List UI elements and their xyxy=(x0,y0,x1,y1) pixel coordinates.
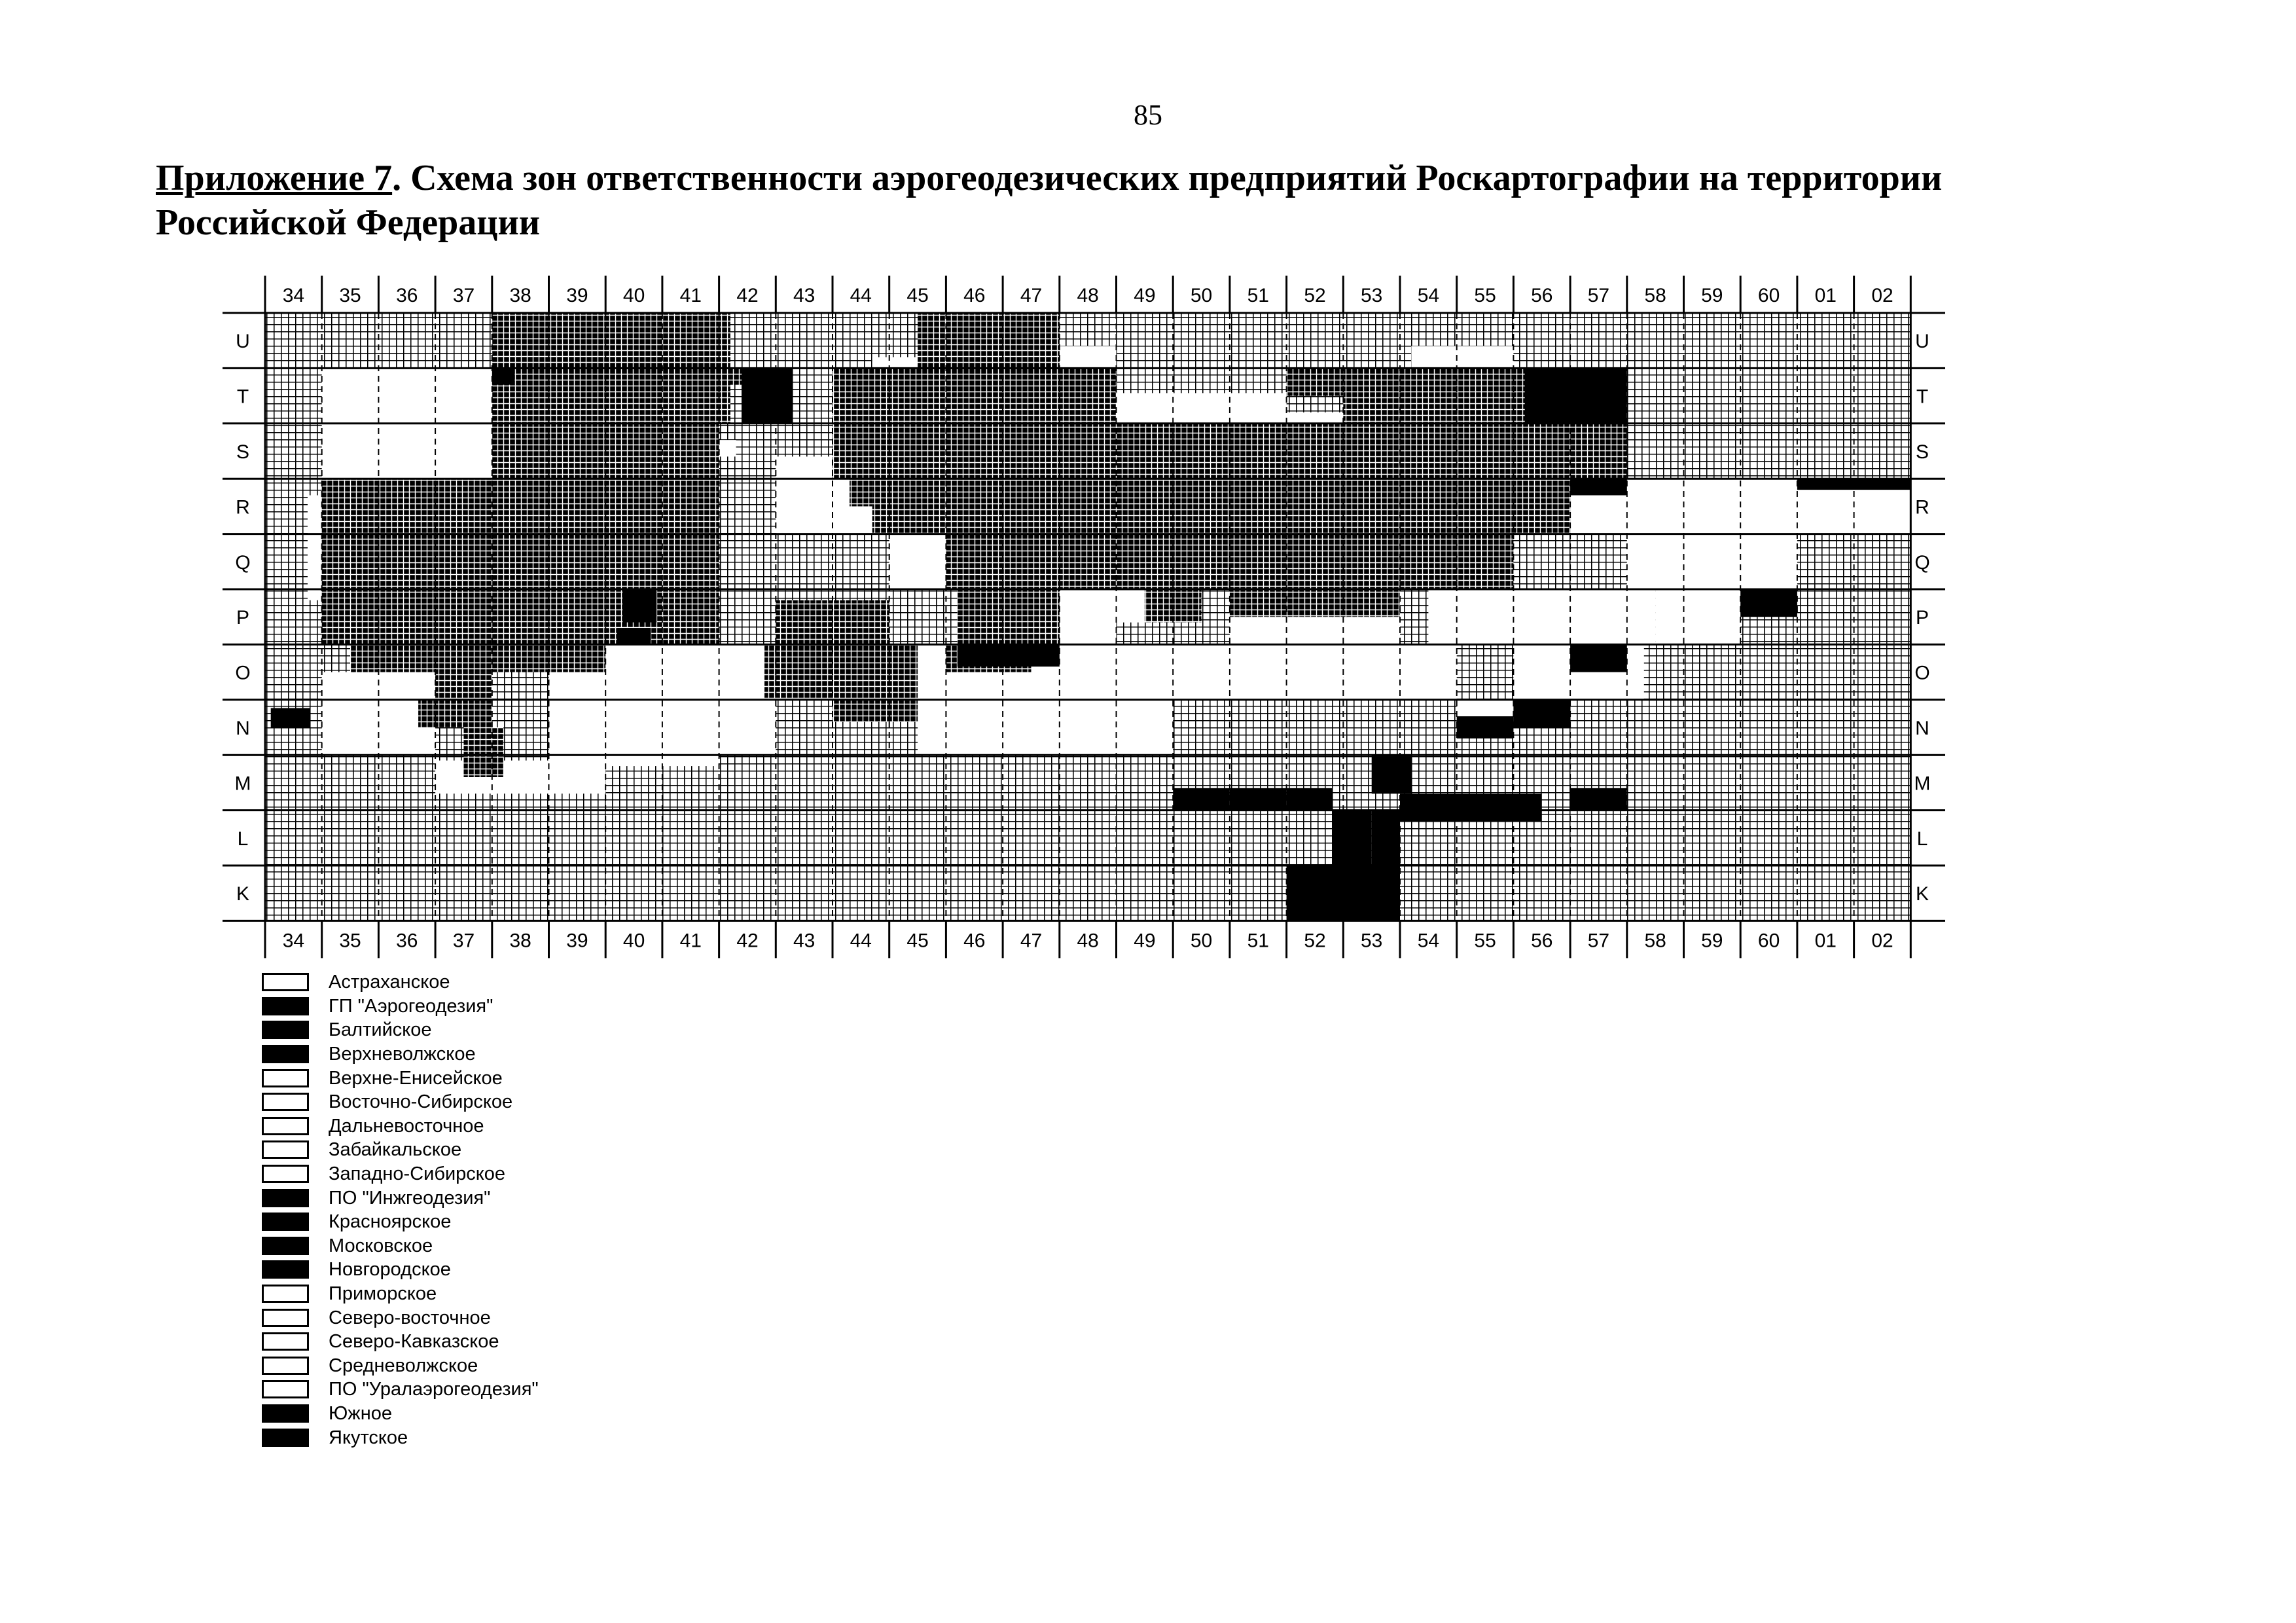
legend-label: Якутское xyxy=(329,1427,408,1448)
map-region xyxy=(418,700,492,727)
map-col-label-top: 34 xyxy=(282,285,305,306)
legend-swatch xyxy=(262,1045,309,1063)
legend-label: Новгородское xyxy=(329,1259,451,1281)
map-region xyxy=(1173,788,1230,811)
map-col-label-bottom: 41 xyxy=(679,930,702,952)
map-col-label-top: 35 xyxy=(339,285,361,306)
map-col-label-bottom: 45 xyxy=(906,930,929,952)
title-text: . Схема зон ответственности аэрогеодезических предприятий Роскартографии на территории xyxy=(392,158,1943,198)
map-region xyxy=(350,644,605,672)
map-col-label-bottom: 34 xyxy=(282,930,305,952)
map-region xyxy=(622,589,656,623)
map-col-label-bottom: 44 xyxy=(850,930,872,952)
title-prefix: Приложение 7 xyxy=(156,158,393,198)
map-region xyxy=(1570,644,1627,672)
map-col-label-bottom: 40 xyxy=(622,930,645,952)
legend-item xyxy=(262,1258,539,1282)
map-col-label-bottom: 58 xyxy=(1644,930,1666,952)
map-col-label-top: 40 xyxy=(622,285,645,306)
map-col-label-top: 60 xyxy=(1757,285,1780,306)
map-row-label-left: O xyxy=(235,662,251,684)
map-region xyxy=(1428,589,1655,644)
legend-label: Северо-Кавказское xyxy=(329,1331,499,1353)
legend-label: Московское xyxy=(329,1235,433,1256)
legend-swatch xyxy=(262,997,309,1015)
map-region xyxy=(1400,793,1542,821)
map-fills xyxy=(265,313,1910,921)
map-region xyxy=(889,534,946,589)
map-row-label-right: T xyxy=(1916,386,1929,408)
map-region xyxy=(764,644,918,699)
legend-label: Верхневолжское xyxy=(329,1044,476,1065)
map-col-label-top: 46 xyxy=(963,285,986,306)
map-row-label-left: P xyxy=(236,607,250,629)
legend-item xyxy=(262,1425,539,1450)
legend-item xyxy=(262,1066,539,1090)
map-region xyxy=(617,628,651,644)
legend-swatch xyxy=(262,1332,309,1351)
map-col-label-bottom: 46 xyxy=(963,930,986,952)
map-row-label-left: T xyxy=(236,386,249,408)
map-row-label-right: N xyxy=(1915,718,1929,739)
map-col-label-bottom: 35 xyxy=(339,930,361,952)
map-region xyxy=(946,534,1513,589)
map-col-label-bottom: 42 xyxy=(736,930,759,952)
legend-label: Красноярское xyxy=(329,1211,452,1233)
legend-swatch xyxy=(262,1380,309,1398)
map-col-label-top: 37 xyxy=(452,285,475,306)
legend-swatch xyxy=(262,973,309,991)
map-region xyxy=(1332,811,1372,866)
map-region xyxy=(1372,811,1400,866)
map-region xyxy=(322,479,719,644)
legend-item xyxy=(262,1354,539,1378)
map-col-label-top: 48 xyxy=(1077,285,1099,306)
legend-item xyxy=(262,1042,539,1067)
map-col-label-top: 57 xyxy=(1587,285,1610,306)
legend-item xyxy=(262,1402,539,1426)
legend-swatch xyxy=(262,1404,309,1423)
legend-item xyxy=(262,1114,539,1139)
map-region xyxy=(1372,755,1412,793)
map-col-label-top: 59 xyxy=(1701,285,1723,306)
map-region xyxy=(1411,346,1513,369)
map-region xyxy=(833,700,918,722)
title-line2: Российской Федерации xyxy=(156,202,541,243)
map-region xyxy=(958,589,1060,644)
map-row-label-left: R xyxy=(236,496,250,519)
map-region xyxy=(850,479,872,506)
map-col-label-top: 42 xyxy=(736,285,759,306)
map-region xyxy=(1117,393,1287,423)
map-region xyxy=(308,496,322,600)
legend-item xyxy=(262,994,539,1019)
legend-label: Южное xyxy=(329,1402,392,1424)
map-col-label-bottom: 57 xyxy=(1587,930,1610,952)
map-col-label-bottom: 50 xyxy=(1190,930,1213,952)
map-col-label-bottom: 51 xyxy=(1247,930,1269,952)
legend-item xyxy=(262,1090,539,1114)
legend-swatch xyxy=(262,1309,309,1327)
legend-item xyxy=(262,1234,539,1258)
map-col-label-top: 53 xyxy=(1361,285,1383,306)
map-col-label-top: 54 xyxy=(1417,285,1440,306)
map-region xyxy=(1060,346,1117,369)
legend-swatch xyxy=(262,1165,309,1183)
map-row-label-right: P xyxy=(1915,607,1929,629)
map-region xyxy=(1570,479,1627,495)
legend-swatch xyxy=(262,1021,309,1039)
map-col-label-bottom: 02 xyxy=(1871,930,1893,952)
map-row-label-left: Q xyxy=(235,551,251,574)
map-region xyxy=(435,672,492,700)
map-col-label-bottom: 36 xyxy=(396,930,418,952)
map-row-label-left: U xyxy=(236,331,250,353)
legend-label: Забайкальское xyxy=(329,1139,462,1161)
map-row-label-right: U xyxy=(1915,331,1929,353)
map-col-label-top: 58 xyxy=(1644,285,1666,306)
legend-swatch xyxy=(262,1213,309,1231)
map-row-label-right: K xyxy=(1915,883,1929,905)
map-region xyxy=(1570,788,1627,811)
legend-label: Дальневосточное xyxy=(329,1115,484,1137)
map-region xyxy=(464,727,504,777)
legend-swatch xyxy=(262,1237,309,1255)
map-region xyxy=(918,424,1627,479)
legend-label: Восточно-Сибирское xyxy=(329,1091,513,1113)
map-col-label-top: 44 xyxy=(850,285,872,306)
map-region xyxy=(1287,788,1332,811)
legend-label: Западно-Сибирское xyxy=(329,1163,506,1185)
legend-label: Приморское xyxy=(329,1283,437,1305)
map-region xyxy=(1230,589,1400,617)
legend-item xyxy=(262,1186,539,1210)
map-region xyxy=(1627,534,1797,589)
legend-swatch xyxy=(262,1069,309,1087)
legend-item xyxy=(262,1018,539,1042)
legend-swatch xyxy=(262,1357,309,1375)
legend-swatch xyxy=(262,1429,309,1447)
map-row-label-right: Q xyxy=(1914,551,1930,574)
map-row-label-left: L xyxy=(237,828,249,850)
map-row-label-right: M xyxy=(1914,773,1931,795)
map-region xyxy=(719,700,776,755)
map-region xyxy=(492,368,515,384)
map-col-label-top: 52 xyxy=(1304,285,1326,306)
legend-label: Балтийское xyxy=(329,1019,432,1041)
legend-item xyxy=(262,1377,539,1402)
map-col-label-bottom: 60 xyxy=(1757,930,1780,952)
legend-swatch xyxy=(262,1189,309,1207)
legend-label: Верхне-Енисейское xyxy=(329,1067,503,1089)
map-col-label-bottom: 38 xyxy=(509,930,531,952)
map-col-label-bottom: 39 xyxy=(566,930,588,952)
map-col-label-top: 41 xyxy=(679,285,702,306)
legend-swatch xyxy=(262,1260,309,1279)
map-region xyxy=(1740,589,1797,617)
map-col-label-bottom: 55 xyxy=(1474,930,1496,952)
legend-swatch xyxy=(262,1093,309,1111)
map-col-label-top: 39 xyxy=(566,285,588,306)
map-row-label-left: K xyxy=(236,883,250,905)
map-col-label-top: 55 xyxy=(1474,285,1496,306)
map-region xyxy=(1655,589,1740,644)
map-region xyxy=(1513,700,1570,727)
map-row-label-right: O xyxy=(1914,662,1930,684)
legend-item xyxy=(262,1210,539,1234)
map-col-label-bottom: 01 xyxy=(1814,930,1837,952)
legend-item xyxy=(262,1138,539,1162)
map-col-label-top: 02 xyxy=(1871,285,1893,306)
map-col-label-top: 56 xyxy=(1531,285,1553,306)
map-region xyxy=(549,700,719,766)
map-region xyxy=(918,700,946,755)
map-region xyxy=(958,644,1060,666)
map-region xyxy=(918,313,1060,368)
legend-label: Северо-восточное xyxy=(329,1307,491,1328)
map-col-label-top: 45 xyxy=(906,285,929,306)
map-row-label-left: S xyxy=(236,441,250,463)
map-region xyxy=(1525,368,1627,423)
legend-label: ПО "Инжгеодезия" xyxy=(329,1187,491,1209)
map-col-label-top: 36 xyxy=(396,285,418,306)
map-col-label-bottom: 53 xyxy=(1361,930,1383,952)
map-region xyxy=(1287,368,1344,395)
legend-item xyxy=(262,970,539,994)
map-row-label-left: M xyxy=(234,773,251,795)
map-col-label-bottom: 47 xyxy=(1020,930,1043,952)
map-col-label-bottom: 56 xyxy=(1531,930,1553,952)
legend-swatch xyxy=(262,1285,309,1303)
map-row-label-right: S xyxy=(1915,441,1929,463)
map-region xyxy=(1457,716,1514,739)
map-col-label-top: 49 xyxy=(1134,285,1156,306)
legend-label: ГП "Аэрогеодезия" xyxy=(329,995,493,1017)
map-col-label-bottom: 43 xyxy=(793,930,816,952)
map-col-label-bottom: 49 xyxy=(1134,930,1156,952)
map-col-label-top: 01 xyxy=(1814,285,1837,306)
legend-label: Средневолжское xyxy=(329,1355,478,1376)
map-region xyxy=(1230,617,1400,644)
map-region xyxy=(742,368,793,423)
legend-item xyxy=(262,1282,539,1306)
map-col-label-top: 47 xyxy=(1020,285,1043,306)
map-col-label-top: 43 xyxy=(793,285,816,306)
map-row-label-left: N xyxy=(236,718,250,739)
legend-item xyxy=(262,1305,539,1330)
legend-swatch xyxy=(262,1140,309,1159)
map-row-label-right: R xyxy=(1915,496,1929,519)
map-col-label-bottom: 37 xyxy=(452,930,475,952)
map-col-label-bottom: 59 xyxy=(1701,930,1723,952)
map-region xyxy=(271,708,311,728)
map-col-label-bottom: 48 xyxy=(1077,930,1099,952)
page-number: 85 xyxy=(1134,99,1162,131)
map-region xyxy=(1230,788,1287,811)
map-col-label-top: 38 xyxy=(509,285,531,306)
map-row-label-right: L xyxy=(1916,828,1928,850)
legend-label: ПО "Уралаэрогеодезия" xyxy=(329,1379,539,1400)
map-col-label-bottom: 52 xyxy=(1304,930,1326,952)
legend-label: Астраханское xyxy=(329,972,450,993)
map-col-label-top: 51 xyxy=(1247,285,1269,306)
map-col-label-top: 50 xyxy=(1190,285,1213,306)
map-col-label-bottom: 54 xyxy=(1417,930,1440,952)
legend-swatch xyxy=(262,1117,309,1135)
legend xyxy=(262,970,539,1450)
legend-item xyxy=(262,1330,539,1354)
legend-item xyxy=(262,1162,539,1186)
